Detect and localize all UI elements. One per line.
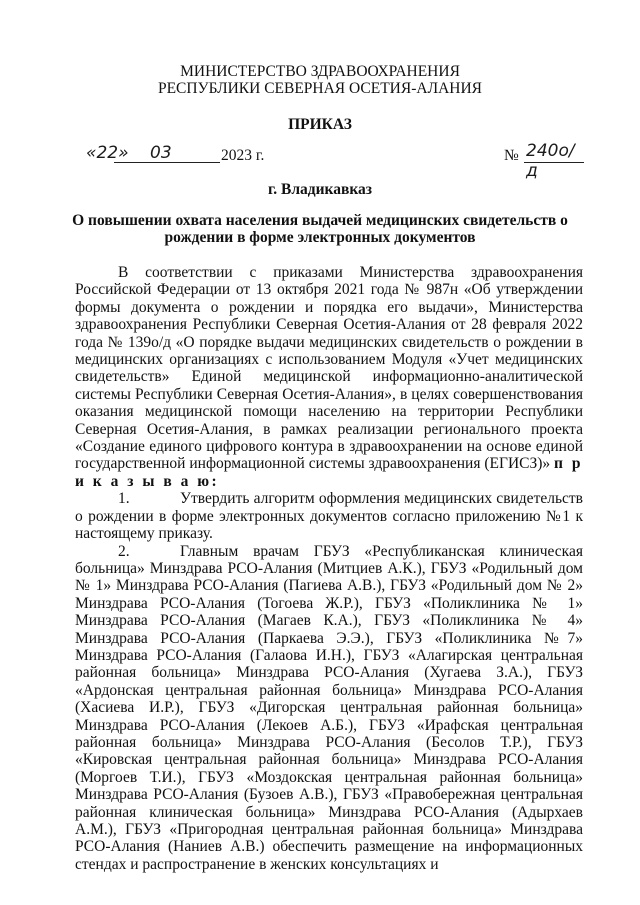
item-2-paragraph	[75, 543, 583, 874]
document-body	[75, 264, 583, 873]
item-2-number: 2.	[118, 542, 130, 560]
item-1-text: Утвердить алгоритм оформления медицинских свидетельств о рождении в форме электронных документов согласно приложению №1 к настоящему приказу.	[75, 490, 583, 543]
title-line-2: рождении в форме электронных документов	[164, 229, 476, 246]
date-year: 2023 г.	[221, 147, 265, 164]
item-2-text: Главным врачам ГБУЗ «Республиканская клиническая больница» Минздрава РСО-Алания (Митциев А.К.), ГБУЗ «Родильный дом № 1» Минздрава РСО-Алания (Пагиева А.В.), ГБУЗ «Родильный дом № 2» Минздрава РСО-Алания (Тогоева Ж.Р.), ГБУЗ «Поликлиника № 1» Минздрава РСО-Алания (Магаев К.А.), ГБУЗ «Поликлиника № 4» Минздрава РСО-Алания (Паркаева Э.Э.), ГБУЗ «Поликлиника №7» Минздрава РСО-Алания (Галаова И.Н.), ГБУЗ «Алагирская центральная районная больница» Минздрава РСО-Алания (Хугаева З.А.), ГБУЗ «Ардонская центральная районная больница» Минздрава РСО-Алания (Хасиева И.Р.), ГБУЗ «Дигорская центральная районная больница» Минздрава РСО-Алания (Лекоев А.Б.), ГБУЗ «Ирафская центральная районная больница» Минздрава РСО-Алания (Бесолов Т.Р.), ГБУЗ «Кировская центральная районная больница» Минздрава РСО-Алания (Моргоев Т.И.), ГБУЗ «Моздокская центральная районная больница» Минздрава РСО-Алания (Бузоев А.В.), ГБУЗ «Правобережная центральная районная клиническая больница» Минздрава РСО-Алания (Адырхаев А.М.), ГБУЗ «Пригородная центральная районная больница» Минздрава РСО-Алания (Наниев А.В.) обеспечить размещение на информационных стендах и распространение в женских консультациях и	[75, 542, 583, 873]
date-month: 03	[150, 143, 172, 163]
preamble-paragraph	[75, 264, 583, 490]
preamble-text: В соответствии с приказами Министерства здравоохранения Российской Федерации от 13 октября 2021 года № 987н «Об утверждении формы документа о рождении и порядка его выдачи», Министерства здравоохранения Республики Северная Осетия-Алания от 28 февраля 2022 года № 139о/д «О порядке выдачи медицинских свидетельств о рождении в медицинских организациях с использованием Модуля «Учет медицинских свидетельств» Единой медицинской информационно-аналитической системы Республики Северная Осетия-Алания», в целях совершенствования оказания медицинской помощи населению на территории Республики Северная Осетия-Алания, в рамках реализации регионального проекта «Создание единого цифрового контура в здравоохранении на основе единой государственной информационной системы здравоохранения (ЕГИСЗ)»	[75, 264, 583, 473]
ministry-line-1: МИНИСТЕРСТВО ЗДРАВООХРАНЕНИЯ	[180, 63, 460, 80]
number-label: №	[504, 147, 519, 164]
date-number-row	[84, 141, 584, 181]
item-1-number: 1.	[118, 490, 130, 508]
date-day: «22»	[86, 143, 129, 163]
document-type: ПРИКАЗ	[288, 116, 352, 133]
title-line-1: О повышении охвата населения выдачей медицинских свидетельств о	[72, 212, 568, 229]
item-1-paragraph	[75, 490, 583, 542]
city-line: г. Владикавказ	[267, 181, 373, 198]
ministry-line-2: РЕСПУБЛИКИ СЕВЕРНАЯ ОСЕТИЯ-АЛАНИЯ	[157, 80, 483, 97]
order-word: п р и к а з ы в а ю:	[75, 455, 583, 490]
order-number: 240о/д	[526, 141, 575, 181]
